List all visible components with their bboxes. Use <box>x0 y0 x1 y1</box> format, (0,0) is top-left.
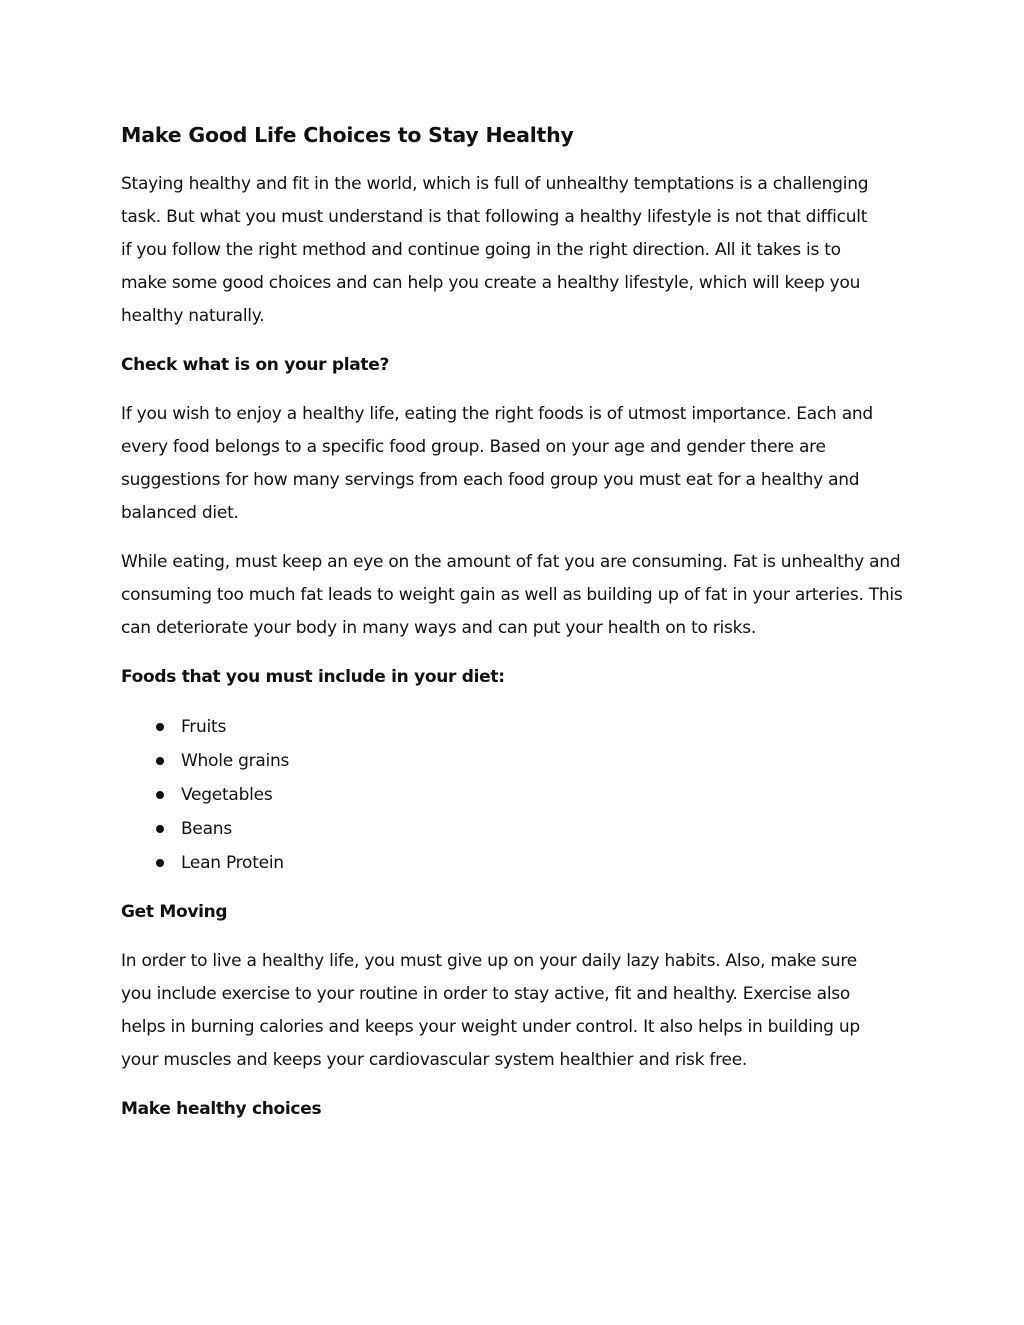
list-item <box>121 710 911 744</box>
section-heading-foods: Foods that you must include in your diet: <box>121 667 505 687</box>
list-item <box>121 812 911 846</box>
bullet-icon <box>156 791 164 799</box>
list-item-label: Fruits <box>181 717 227 737</box>
plate-paragraph-2: While eating, must keep an eye on the amount of fat you are consuming. Fat is unhealthy and consuming too much fat leads to weight gain as well as building up of fat in your arteries. This can deteriorate your body in many ways and can put your health on to risks. <box>121 552 903 638</box>
list-item-label: Beans <box>181 819 232 839</box>
section-heading-plate: Check what is on your plate? <box>121 355 390 375</box>
list-item-label: Lean Protein <box>181 853 284 873</box>
foods-list <box>121 710 911 880</box>
bullet-icon <box>156 723 164 731</box>
list-item <box>121 846 911 880</box>
list-item-label: Whole grains <box>181 751 290 771</box>
bullet-icon <box>156 859 164 867</box>
moving-paragraph: In order to live a healthy life, you must give up on your daily lazy habits. Also, make sure you include exercise to your routine in order to stay active, fit and healthy. Exercise also helps in burning calories and keeps your weight under control. It also helps in building up your muscles and keeps your cardiovascular system healthier and risk free. <box>121 951 860 1070</box>
bullet-icon <box>156 757 164 765</box>
plate-paragraph-1: If you wish to enjoy a healthy life, eating the right foods is of utmost importance. Each and every food belongs to a specific food group. Based on your age and gender there are suggestions for how many servings from each food group you must eat for a healthy and balanced diet. <box>121 404 873 523</box>
bullet-icon <box>156 825 164 833</box>
intro-paragraph: Staying healthy and fit in the world, which is full of unhealthy temptations is a challenging task. But what you must understand is that following a healthy lifestyle is not that difficult if you follow the right method and continue going in the right direction. All it takes is to make some good choices and can help you create a healthy lifestyle, which will keep you healthy naturally. <box>121 174 869 326</box>
section-heading-choices: Make healthy choices <box>121 1099 322 1119</box>
list-item-label: Vegetables <box>181 785 273 805</box>
document-title: Make Good Life Choices to Stay Healthy <box>121 123 574 147</box>
list-item <box>121 744 911 778</box>
list-item <box>121 778 911 812</box>
section-heading-moving: Get Moving <box>121 902 228 922</box>
document-page <box>121 118 911 1142</box>
